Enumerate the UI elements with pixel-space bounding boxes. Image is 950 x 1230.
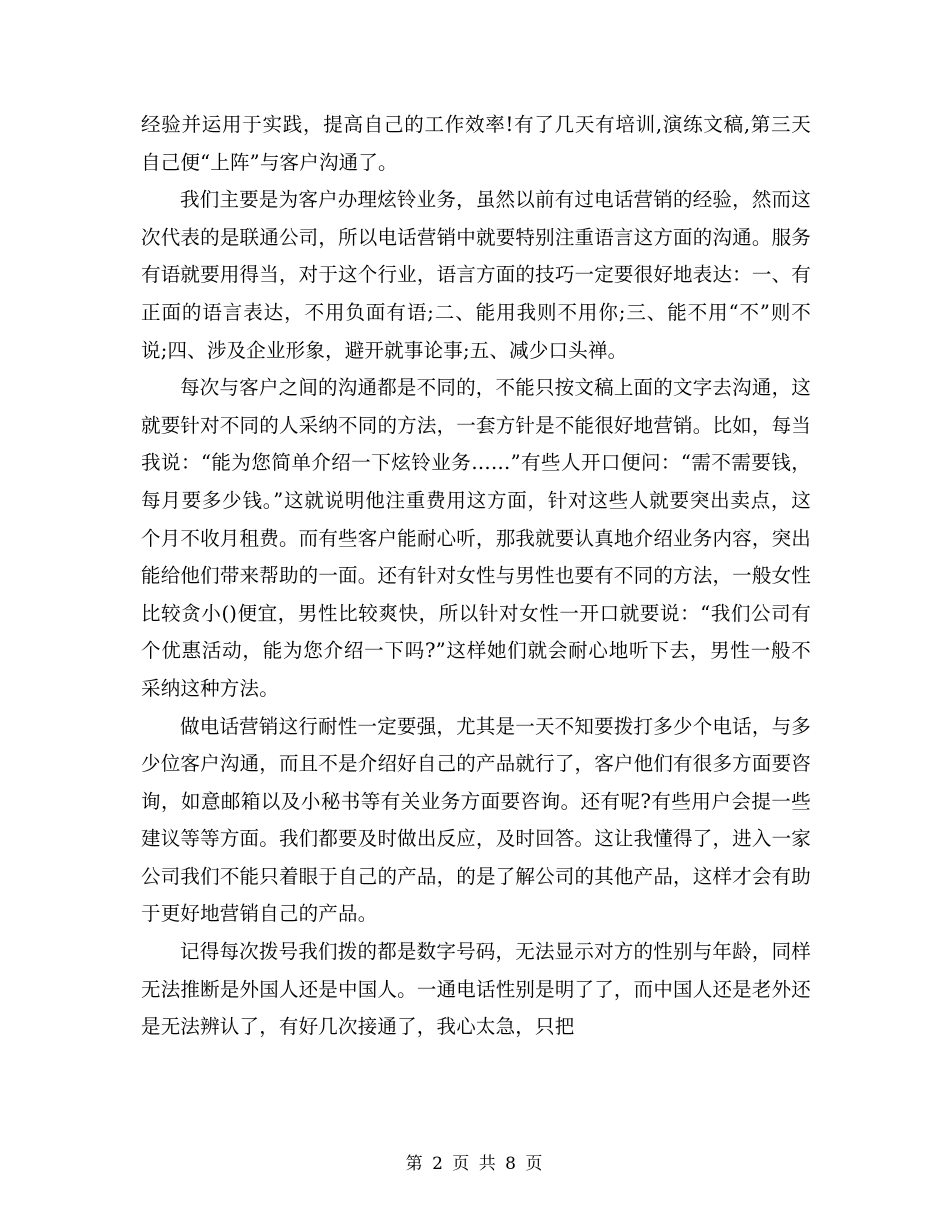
- paragraph-5: 记得每次拨号我们拨的都是数字号码，无法显示对方的性别与年龄，同样无法推断是外国人还是中国人。一通电话性别是明了了，而中国人还是老外还是无法辨认了，有好几次接通了，我心太急，只把: [141, 940, 811, 1039]
- body-text: [141, 106, 811, 1046]
- paragraph-4: 做电话营销这行耐性一定要强，尤其是一天不知要拨打多少个电话，与多少位客户沟通，而且不是介绍好自己的产品就行了，客户他们有很多方面要咨询，如意邮箱以及小秘书等有关业务方面要咨询。还有呢?有些用户会提一些建议等等方面。我们都要及时做出反应，及时回答。这让我懂得了，进入一家公司我们不能只着眼于自己的产品，的是了解公司的其他产品，这样才会有助于更好地营销自己的产品。: [141, 714, 811, 926]
- paragraph-2: 我们主要是为客户办理炫铃业务，虽然以前有过电话营销的经验，然而这次代表的是联通公司，所以电话营销中就要特别注重语言这方面的沟通。服务有语就要用得当，对于这个行业，语言方面的技巧一定要很好地表达：一、有正面的语言表达，不用负面有语;二、能用我则不用你;三、能不用“不”则不说;四、涉及企业形象，避开就事论事;五、减少口头禅。: [141, 188, 811, 362]
- paragraph-1: 经验并运用于实践，提高自己的工作效率!有了几天有培训,演练文稿,第三天自己便“上阵”与客户沟通了。: [141, 113, 811, 174]
- page-footer: 第 2 页 共 8 页: [405, 1154, 545, 1174]
- paragraph-3: 每次与客户之间的沟通都是不同的，不能只按文稿上面的文字去沟通，这就要针对不同的人采纳不同的方法，一套方针是不能很好地营销。比如，每当我说：“能为您简单介绍一下炫铃业务……”有些人开口便问：“需不需要钱，每月要多少钱。”这就说明他注重费用这方面，针对这些人就要突出卖点，这个月不收月租费。而有些客户能耐心听，那我就要认真地介绍业务内容，突出能给他们带来帮助的一面。还有针对女性与男性也要有不同的方法，一般女性比较贪小()便宜，男性比较爽快，所以针对女性一开口就要说：“我们公司有个优惠活动，能为您介绍一下吗?”这样她们就会耐心地听下去，男性一般不采纳这种方法。: [141, 376, 811, 700]
